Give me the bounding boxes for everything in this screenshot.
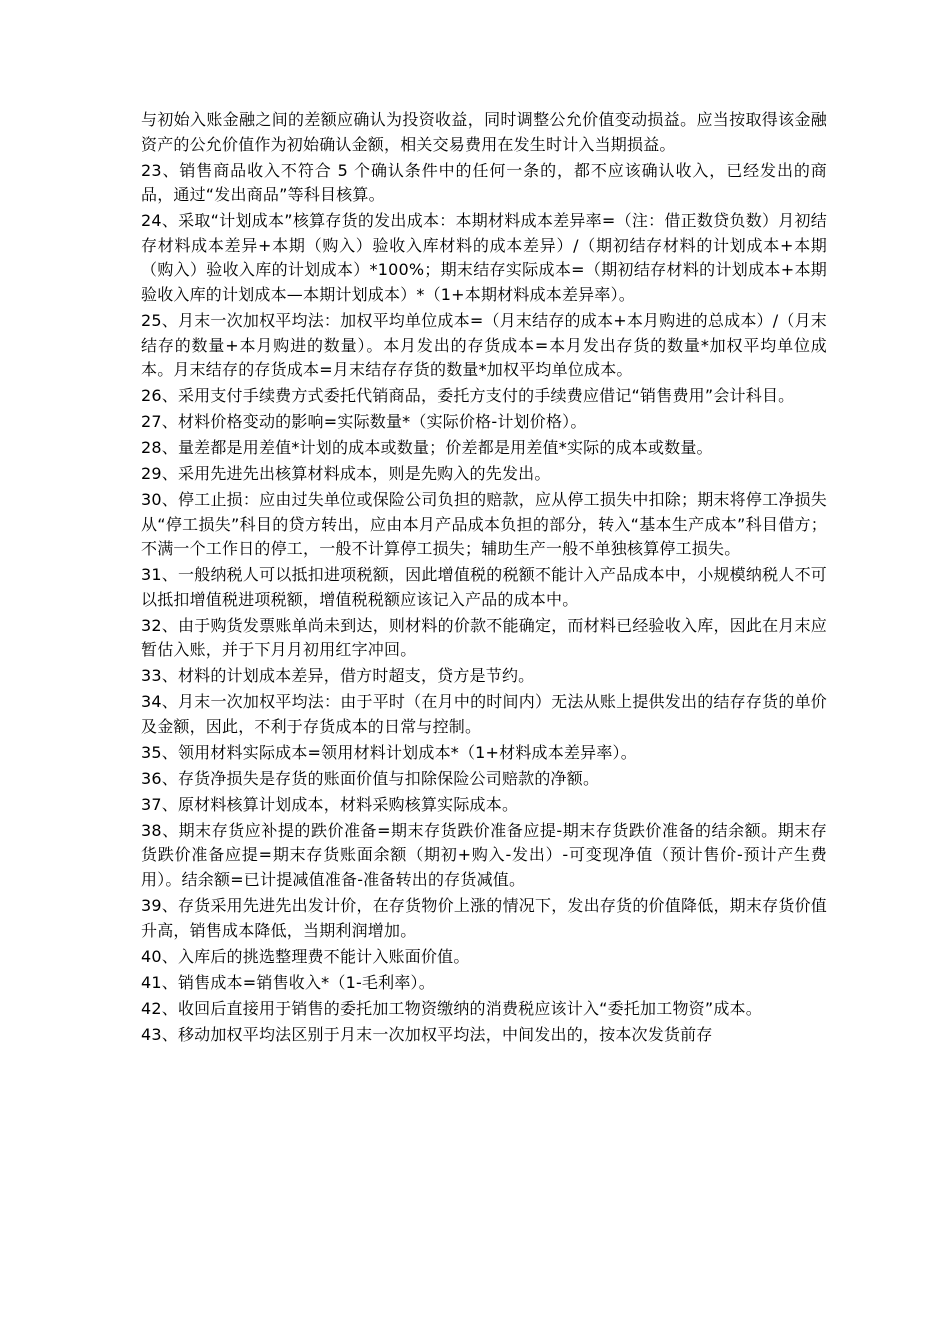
paragraph-continuation: 与初始入账金融之间的差额应确认为投资收益，同时调整公允价值变动损益。应当按取得该金融资产的公允价值作为初始确认金额，相关交易费用在发生时计入当期损益。	[141, 110, 827, 154]
paragraph-29: 29、采用先进先出核算材料成本，则是先购入的先发出。	[141, 464, 551, 484]
paragraph-36: 36、存货净损失是存货的账面价值与扣除保险公司赔款的净额。	[141, 768, 600, 788]
paragraph-33: 33、材料的计划成本差异，借方时超支，贷方是节约。	[141, 666, 535, 686]
paragraph-24: 24、采取“计划成本”核算存货的发出成本：本期材料成本差异率=（注：借正数贷负数）月初结存材料成本差异+本期（购入）验收入库材料的成本差异）/（期初结存材料的计划成本+本期（购入）验收入库的计划成本）*100%；期末结存实际成本=（期初结存材料的计划成本+本期验收入库的计划成本—本期计划成本）*（1+本期材料成本差异率）。	[141, 211, 827, 304]
paragraph-23: 23、销售商品收入不符合 5 个确认条件中的任何一条的，都不应该确认收入，已经发出的商品，通过“发出商品”等科目核算。	[141, 160, 827, 205]
paragraph-43: 43、移动加权平均法区别于月末一次加权平均法，中间发出的，按本次发货前存	[141, 1024, 713, 1044]
paragraph-25: 25、月末一次加权平均法：加权平均单位成本=（月末结存的成本+本月购进的总成本）/（月末结存的数量+本月购进的数量）。本月发出的存货成本=本月发出存货的数量*加权平均单位成本。月末结存的存货成本=月末结存存货的数量*加权平均单位成本。	[141, 310, 827, 380]
paragraph-38: 38、期末存货应补提的跌价准备=期末存货跌价准备应提-期末存货跌价准备的结余额。期末存货跌价准备应提=期末存货账面余额（期初+购入-发出）-可变现净值（预计售价-预计产生费用）。结余额=已计提减值准备-准备转出的存货减值。	[141, 820, 827, 890]
paragraph-26: 26、采用支付手续费方式委托代销商品，委托方支付的手续费应借记“销售费用”会计科目。	[141, 386, 795, 406]
paragraph-34: 34、月末一次加权平均法：由于平时（在月中的时间内）无法从账上提供发出的结存存货的单价及金额，因此，不利于存货成本的日常与控制。	[141, 692, 827, 736]
paragraph-39: 39、存货采用先进先出发计价，在存货物价上涨的情况下，发出存货的价值降低，期末存货价值升高，销售成本降低，当期利润增加。	[141, 896, 827, 940]
paragraph-41: 41、销售成本=销售收入*（1-毛利率）。	[141, 972, 435, 992]
paragraph-31: 31、一般纳税人可以抵扣进项税额，因此增值税的税额不能计入产品成本中，小规模纳税人不可以抵扣增值税进项税额，增值税税额应该记入产品的成本中。	[141, 565, 827, 609]
paragraph-30: 30、停工止损：应由过失单位或保险公司负担的赔款，应从停工损失中扣除；期末将停工净损失从“停工损失”科目的贷方转出，应由本月产品成本负担的部分，转入“基本生产成本”科目借方；不满一个工作日的停工，一般不计算停工损失；辅助生产一般不单独核算停工损失。	[141, 490, 827, 559]
paragraph-37: 37、原材料核算计划成本，材料采购核算实际成本。	[141, 794, 519, 814]
paragraph-35: 35、领用材料实际成本=领用材料计划成本*（1+材料成本差异率）。	[141, 742, 637, 762]
paragraph-28: 28、量差都是用差值*计划的成本或数量；价差都是用差值*实际的成本或数量。	[141, 438, 713, 458]
document-body	[141, 108, 827, 1049]
paragraph-27: 27、材料价格变动的影响=实际数量*（实际价格-计划价格）。	[141, 412, 587, 432]
paragraph-32: 32、由于购货发票账单尚未到达，则材料的价款不能确定，而材料已经验收入库，因此在月末应暂估入账，并于下月月初用红字冲回。	[141, 615, 827, 660]
paragraph-42: 42、收回后直接用于销售的委托加工物资缴纳的消费税应该计入“委托加工物资”成本。	[141, 998, 762, 1018]
paragraph-40: 40、入库后的挑选整理费不能计入账面价值。	[141, 946, 470, 966]
